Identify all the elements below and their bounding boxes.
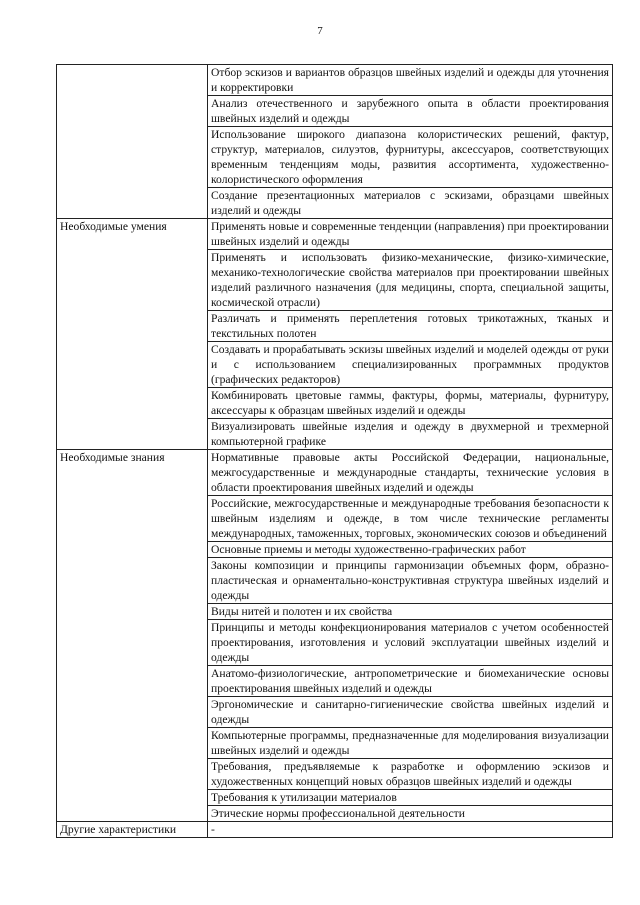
page-number: 7 <box>317 25 323 37</box>
requirement-item: Анализ отечественного и зарубежного опыта в области проектирования швейных изделий и одежды <box>208 96 613 127</box>
requirement-item: Законы композиции и принципы гармонизации объемных форм, образно-пластическая и орнаментально-конструктивная структура швейных изделий и одежды <box>208 558 613 604</box>
section-label: Необходимые умения <box>57 219 208 450</box>
requirement-item: Принципы и методы конфекционирования материалов с учетом особенностей проектирования, изготовления и условий эксплуатации швейных изделий и одежды <box>208 620 613 666</box>
requirement-item: Анатомо-физиологические, антропометрические и биомеханические основы проектирования швейных изделий и одежды <box>208 666 613 697</box>
requirement-item: Виды нитей и полотен и их свойства <box>208 604 613 620</box>
table-row <box>57 219 613 250</box>
requirement-item: Применять новые и современные тенденции (направления) при проектировании швейных изделий и одежды <box>208 219 613 250</box>
requirement-item: Нормативные правовые акты Российской Федерации, национальные, межгосударственные и международные стандарты, технические условия в области проектирования швейных изделий и одежды <box>208 450 613 496</box>
requirement-item: Создание презентационных материалов с эскизами, образцами швейных изделий и одежды <box>208 188 613 219</box>
requirement-item: Основные приемы и методы художественно-графических работ <box>208 542 613 558</box>
requirement-item: - <box>208 822 613 838</box>
table-row <box>57 450 613 496</box>
table-row <box>57 65 613 96</box>
requirements-table-body <box>57 65 613 838</box>
requirement-item: Требования к утилизации материалов <box>208 790 613 806</box>
table-row <box>57 822 613 838</box>
requirement-item: Комбинировать цветовые гаммы, фактуры, формы, материалы, фурнитуру, аксессуары к образцам швейных изделий и одежды <box>208 388 613 419</box>
requirement-item: Эргономические и санитарно-гигиенические свойства швейных изделий и одежды <box>208 697 613 728</box>
requirement-item: Создавать и прорабатывать эскизы швейных изделий и моделей одежды от руки и с использованием специализированных программных продуктов (графических редакторов) <box>208 342 613 388</box>
requirement-item: Этические нормы профессиональной деятельности <box>208 806 613 822</box>
requirements-table <box>56 64 613 838</box>
requirement-item: Различать и применять переплетения готовых трикотажных, тканых и текстильных полотен <box>208 311 613 342</box>
requirement-item: Компьютерные программы, предназначенные для моделирования визуализации швейных изделий и одежды <box>208 728 613 759</box>
section-label: Другие характеристики <box>57 822 208 838</box>
requirement-item: Применять и использовать физико-механические, физико-химические, механико-технологические свойства материалов при проектировании швейных изделий различного назначения (для медицины, спорта, специальной защиты, космической отрасли) <box>208 250 613 311</box>
requirement-item: Российские, межгосударственные и международные требования безопасности к швейным изделиям и одежде, в том числе технические регламенты международных, таможенных, торговых, экономических союзов и объединений <box>208 496 613 542</box>
requirement-item: Требования, предъявляемые к разработке и оформлению эскизов и художественных концепций новых образцов швейных изделий и одежды <box>208 759 613 790</box>
section-label: Необходимые знания <box>57 450 208 822</box>
section-label <box>57 65 208 219</box>
requirement-item: Использование широкого диапазона колористических решений, фактур, структур, материалов, силуэтов, фурнитуры, аксессуаров, соответствующих временным тенденциям моды, развития ассортимента, художественно-колористического оформления <box>208 127 613 188</box>
requirement-item: Отбор эскизов и вариантов образцов швейных изделий и одежды для уточнения и корректировки <box>208 65 613 96</box>
requirement-item: Визуализировать швейные изделия и одежду в двухмерной и трехмерной компьютерной графике <box>208 419 613 450</box>
